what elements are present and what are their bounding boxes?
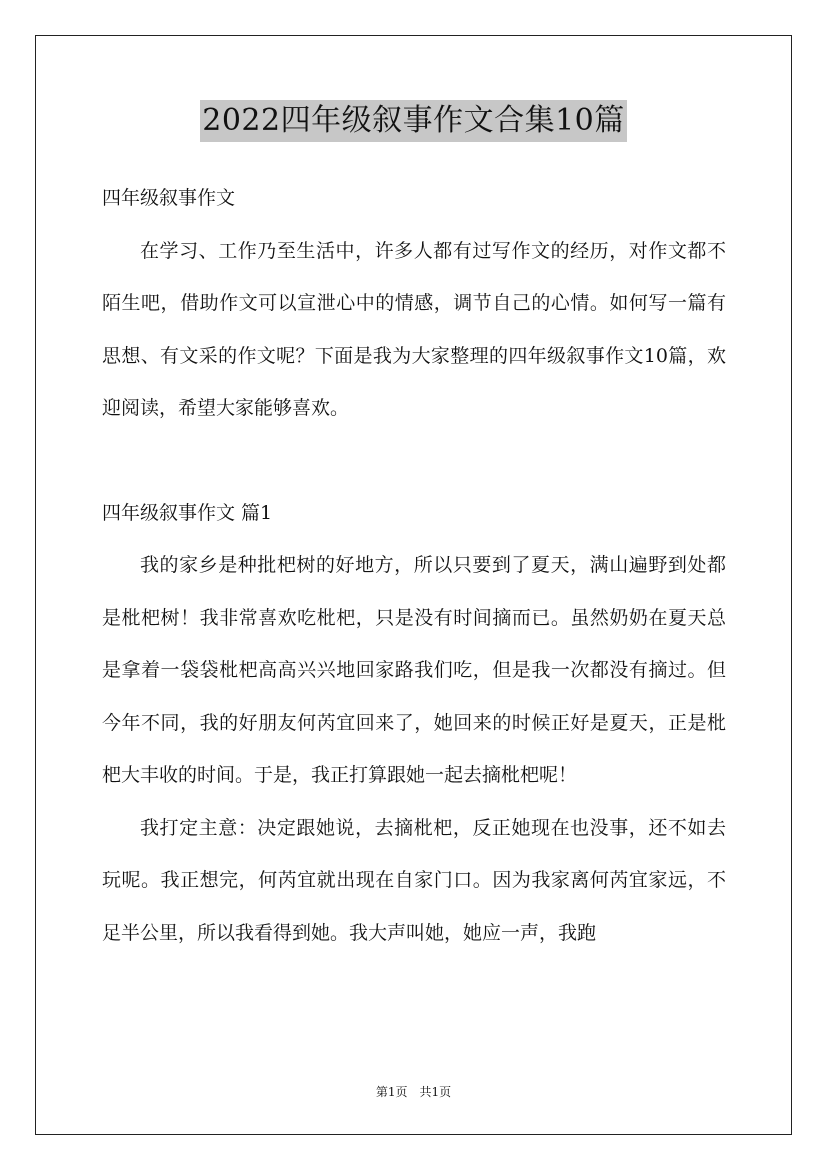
document-title: 2022四年级叙事作文合集10篇 [200,100,627,142]
document-body [102,172,726,959]
page-footer: 第1页 共1页 [375,1085,452,1099]
intro-paragraph: 在学习、工作乃至生活中，许多人都有过写作文的经历，对作文都不陌生吧，借助作文可以宣泄心中的情感，调节自己的心情。如何写一篇有思想、有文采的作文呢？下面是我为大家整理的四年级叙事作文10篇，欢迎阅读，希望大家能够喜欢。 [102,239,726,419]
section-paragraph: 我打定主意：决定跟她说，去摘枇杷，反正她现在也没事，还不如去玩呢。我正想完，何芮宜就出现在自家门口。因为我家离何芮宜家远，不足半公里，所以我看得到她。我大声叫她，她应一声，我跑 [102,816,726,944]
intro-heading: 四年级叙事作文 [102,187,236,209]
section-gap [102,435,726,487]
title-container [0,100,827,142]
section-heading: 四年级叙事作文 篇1 [102,501,273,524]
section-paragraph: 我的家乡是种批杷树的好地方，所以只要到了夏天，满山遍野到处都是枇杷树！我非常喜欢吃枇杷，只是没有时间摘而已。虽然奶奶在夏天总是拿着一袋袋枇杷高高兴兴地回家路我们吃，但是我一次都没有摘过。但今年不同，我的好朋友何芮宜回来了，她回来的时候正好是夏天，正是枇杷大丰收的时间。于是，我正打算跟她一起去摘枇杷呢！ [102,554,726,786]
